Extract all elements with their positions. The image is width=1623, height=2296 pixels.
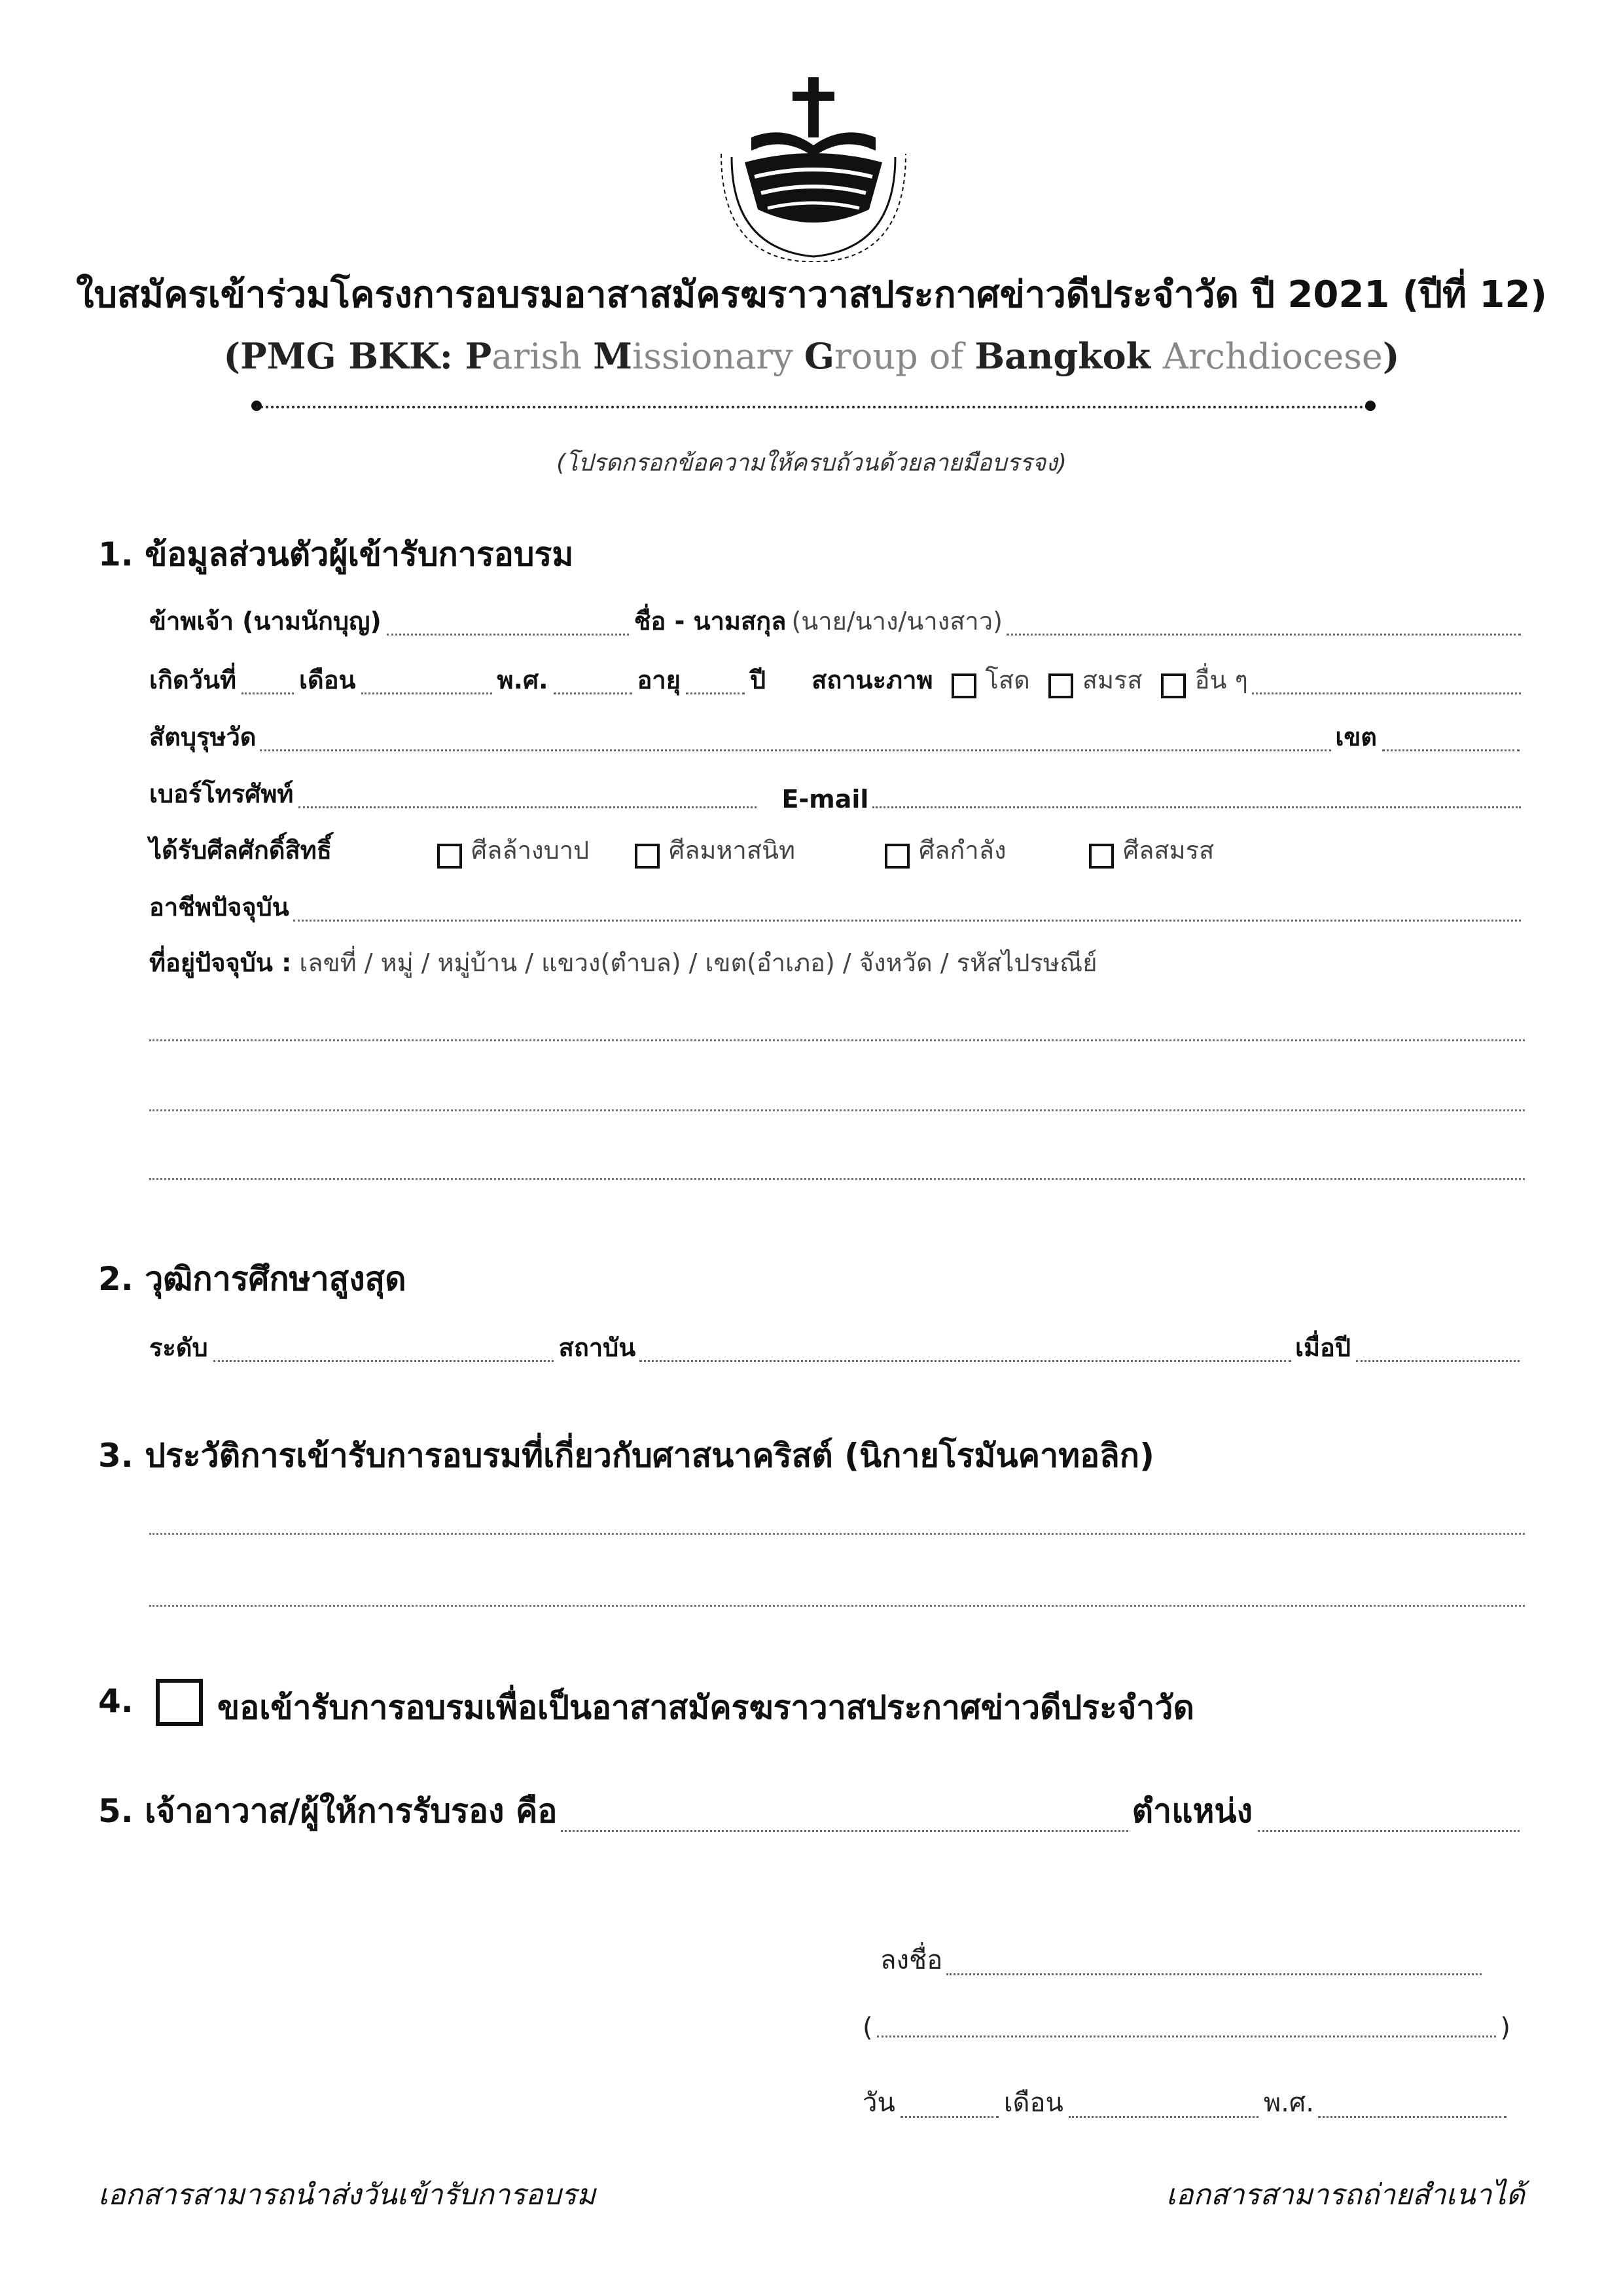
birth-year-field[interactable] xyxy=(554,692,632,694)
age-field[interactable] xyxy=(686,692,745,694)
sign-day-label: วัน xyxy=(863,2088,895,2118)
address-hint: เลขที่ / หมู่ / หมู่บ้าน / แขวง(ตำบล) / เขต(อำเภอ) / จังหวัด / รหัสไปรษณีย์ xyxy=(299,948,1097,977)
row-signature xyxy=(880,1939,1486,1981)
eucharist-label: ศีลมหาสนิท xyxy=(669,836,796,865)
matrimony-checkbox[interactable] xyxy=(1089,844,1114,869)
institute-field[interactable] xyxy=(639,1360,1291,1362)
confirmation-label: ศีลกำลัง xyxy=(919,836,1007,865)
confirmation-checkbox[interactable] xyxy=(885,844,910,869)
section-3-heading: 3. ประวัติการเข้ารับการอบรมที่เกี่ยวกับศาสนาคริสต์ (นิกายโรมันคาทอลิก) xyxy=(98,1437,1154,1475)
fullname-field[interactable] xyxy=(1007,634,1521,636)
birth-year-label: พ.ศ. xyxy=(497,666,548,694)
address-line-1[interactable] xyxy=(149,1039,1525,1041)
row-occupation xyxy=(149,887,1525,927)
graduation-year-field[interactable] xyxy=(1356,1360,1520,1362)
parish-field[interactable] xyxy=(260,749,1331,751)
section-4-text: ขอเข้ารับการอบรมเพื่อเป็นอาสาสมัครฆราวาสประกาศข่าวดีประจำวัด xyxy=(217,1689,1194,1727)
occupation-field[interactable] xyxy=(293,920,1521,922)
row-parish xyxy=(149,717,1525,757)
position-field[interactable] xyxy=(1258,1830,1520,1832)
fill-instruction: (โปรดกรอกข้อความให้ครบถ้วนด้วยลายมือบรรจง) xyxy=(556,450,1067,476)
parish-label: สัตบุรุษวัด xyxy=(149,723,257,751)
baptism-checkbox[interactable] xyxy=(437,844,462,869)
graduation-year-label: เมื่อปี xyxy=(1295,1333,1351,1362)
row-printed-name xyxy=(863,2013,1510,2043)
form-title: ใบสมัครเข้าร่วมโครงการอบรมอาสาสมัครฆราวาสประกาศข่าวดีประจำวัด ปี 2021 (ปีที่ 12) xyxy=(76,274,1547,316)
status-label: สถานะภาพ xyxy=(812,666,933,694)
apply-checkbox[interactable] xyxy=(156,1679,203,1726)
phone-field[interactable] xyxy=(298,806,757,808)
row-names xyxy=(149,601,1525,641)
saint-name-label: ข้าพเจ้า (นามนักบุญ) xyxy=(149,607,382,636)
age-label: อายุ xyxy=(637,666,681,694)
footer-right-note: เอกสารสามารถถ่ายสำเนาได้ xyxy=(1166,2178,1525,2212)
sacraments-label: ได้รับศีลศักดิ์สิทธิ์ xyxy=(149,836,332,865)
saint-name-field[interactable] xyxy=(387,634,629,636)
birth-month-field[interactable] xyxy=(361,692,492,694)
ship-hull-icon xyxy=(745,153,882,223)
row-sponsor xyxy=(98,1785,1525,1837)
fullname-label: ชื่อ - นามสกุล xyxy=(633,607,787,636)
sign-field[interactable] xyxy=(946,1973,1482,1975)
open-paren: ( xyxy=(863,2013,873,2043)
status-single-label: โสด xyxy=(985,666,1030,694)
education-level-field[interactable] xyxy=(213,1360,554,1362)
sign-month-field[interactable] xyxy=(1069,2116,1258,2118)
section-2-heading: 2. วุฒิการศึกษาสูงสุด xyxy=(98,1260,406,1298)
sign-day-field[interactable] xyxy=(901,2116,999,2118)
age-unit: ปี xyxy=(750,666,766,694)
status-other-label: อื่น ๆ xyxy=(1194,666,1248,694)
row-sacraments xyxy=(149,830,1525,870)
title-divider xyxy=(255,406,1374,408)
history-line-2[interactable] xyxy=(149,1605,1525,1607)
footer-left-note: เอกสารสามารถนำส่งวันเข้ารับการอบรม xyxy=(98,2178,596,2212)
history-line-1[interactable] xyxy=(149,1533,1525,1535)
row-birth-status xyxy=(149,660,1525,700)
close-paren: ) xyxy=(1500,2013,1510,2043)
education-level-label: ระดับ xyxy=(149,1333,208,1362)
status-other-field[interactable] xyxy=(1252,692,1521,694)
birth-day-field[interactable] xyxy=(241,692,294,694)
sign-year-field[interactable] xyxy=(1318,2116,1507,2118)
status-married-checkbox[interactable] xyxy=(1048,673,1073,698)
cross-icon xyxy=(793,77,834,137)
printed-name-field[interactable] xyxy=(877,2036,1497,2037)
district-label: เขต xyxy=(1335,723,1377,751)
matrimony-label: ศีลสมรส xyxy=(1123,836,1215,865)
phone-label: เบอร์โทรศัพท์ xyxy=(149,780,294,808)
birth-month-label: เดือน xyxy=(299,666,356,694)
sign-year-label: พ.ศ. xyxy=(1263,2088,1315,2118)
section-4-number: 4. xyxy=(98,1682,134,1720)
email-label: E-mail xyxy=(781,785,869,814)
row-contact xyxy=(149,774,1525,814)
row-date xyxy=(863,2081,1510,2123)
address-label: ที่อยู่ปัจจุบัน : xyxy=(149,948,292,977)
section-5-heading: 5. เจ้าอาวาส/ผู้ให้การรับรอง คือ xyxy=(98,1792,558,1830)
address-line-3[interactable] xyxy=(149,1178,1525,1180)
status-single-checkbox[interactable] xyxy=(952,673,976,698)
occupation-label: อาชีพปัจจุบัน xyxy=(149,893,289,922)
section-1-heading: 1. ข้อมูลส่วนตัวผู้เข้ารับการอบรม xyxy=(98,535,574,573)
fullname-hint: (นาย/นาง/นางสาว) xyxy=(791,607,1003,636)
status-other-checkbox[interactable] xyxy=(1161,673,1186,698)
status-married-label: สมรส xyxy=(1082,666,1143,694)
sponsor-name-field[interactable] xyxy=(561,1830,1128,1832)
divider-dot-right xyxy=(1365,401,1376,411)
sign-month-label: เดือน xyxy=(1003,2088,1063,2118)
sign-label: ลงชื่อ xyxy=(880,1945,943,1975)
birth-day-label: เกิดวันที่ xyxy=(149,666,237,694)
eucharist-checkbox[interactable] xyxy=(635,844,660,869)
row-education xyxy=(149,1327,1525,1367)
position-label: ตำแหน่ง xyxy=(1132,1792,1253,1830)
form-subtitle: (PMG BKK: Parish Missionary Group of Bangkok Archdiocese) xyxy=(223,335,1400,377)
email-field[interactable] xyxy=(872,806,1521,808)
address-line-2[interactable] xyxy=(149,1109,1525,1111)
baptism-label: ศีลล้างบาป xyxy=(471,836,590,865)
row-address xyxy=(149,942,1525,982)
district-field[interactable] xyxy=(1382,749,1520,751)
archdiocese-logo xyxy=(705,72,921,262)
institute-label: สถาบัน xyxy=(558,1333,636,1362)
